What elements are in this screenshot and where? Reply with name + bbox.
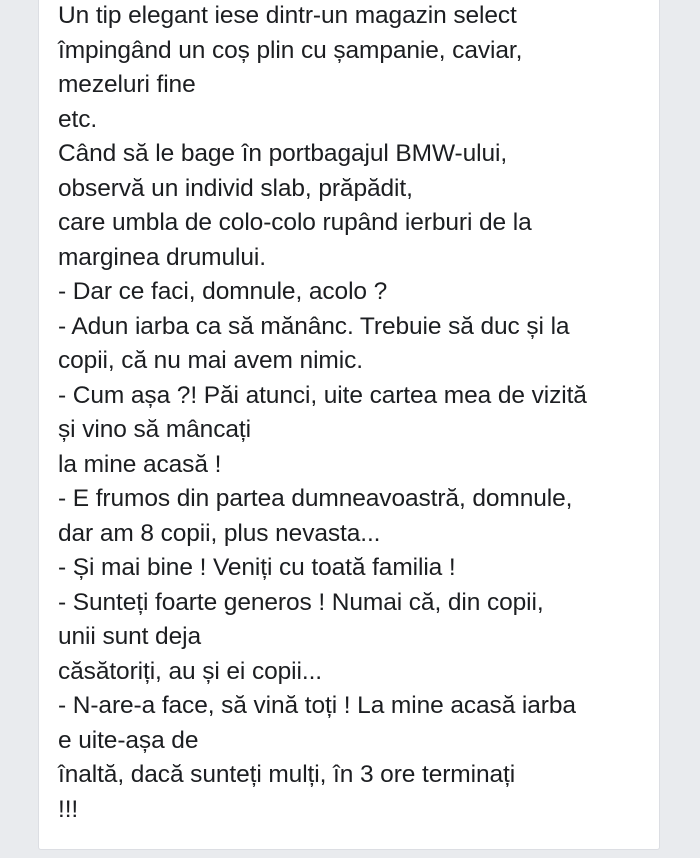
post-text-line: căsătoriți, au și ei copii... bbox=[58, 657, 322, 685]
post-text-line: la mine acasă ! bbox=[58, 450, 222, 478]
post-text-line: și vino să mâncați bbox=[58, 416, 251, 443]
post-text-line: unii sunt deja bbox=[58, 623, 201, 650]
post-text-line: !!! bbox=[58, 795, 79, 823]
post-text-line: etc. bbox=[58, 105, 98, 133]
post-text bbox=[58, 0, 658, 827]
post-text-line: înaltă, dacă sunteți mulți, în 3 ore terminați bbox=[58, 761, 516, 788]
post-text-line: dar am 8 copii, plus nevasta... bbox=[58, 519, 381, 547]
post-text-line: - Adun iarba ca să mănânc. Trebuie să duc și la bbox=[58, 312, 570, 340]
post-text-line: - Cum așa ?! Păi atunci, uite cartea mea de vizită bbox=[58, 381, 587, 409]
post-text-line: marginea drumului. bbox=[58, 243, 266, 271]
post-text-line: - E frumos din partea dumneavoastră, domnule, bbox=[58, 485, 573, 512]
post-text-line: împingând un coș plin cu șampanie, caviar, bbox=[58, 36, 523, 64]
post-text-line: Un tip elegant iese dintr-un magazin select bbox=[58, 2, 517, 29]
post-text-line: mezeluri fine bbox=[58, 71, 196, 98]
post-text-line: - Dar ce faci, domnule, acolo ? bbox=[58, 278, 388, 305]
post-text-line: e uite-așa de bbox=[58, 726, 199, 754]
post-text-line: - Și mai bine ! Veniți cu toată familia ! bbox=[58, 554, 456, 581]
post-card bbox=[38, 0, 660, 850]
post-text-line: - Sunteți foarte generos ! Numai că, din copii, bbox=[58, 588, 544, 616]
post-text-line: - N-are-a face, să vină toți ! La mine acasă iarba bbox=[58, 692, 576, 719]
post-text-line: care umbla de colo-colo rupând ierburi de la bbox=[58, 209, 532, 236]
post-text-line: Când să le bage în portbagajul BMW-ului, bbox=[58, 140, 508, 167]
post-text-line: copii, că nu mai avem nimic. bbox=[58, 347, 363, 374]
post-text-line: observă un individ slab, prăpădit, bbox=[58, 174, 413, 202]
